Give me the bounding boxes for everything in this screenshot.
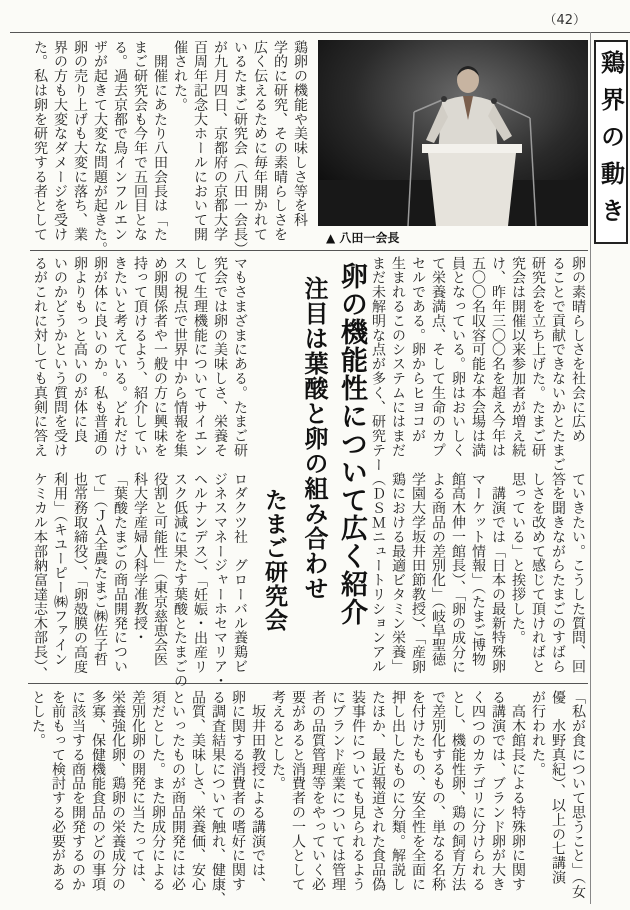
text-column: るがこれに対しても真剣に答え — [32, 256, 48, 458]
text-column: 要があると消費者の一人として — [290, 690, 306, 892]
headline-line-2: 注目は葉酸と卵の組み合わせ — [300, 276, 328, 601]
text-column: まご研究会も今年で五回目とな — [132, 40, 148, 242]
text-column: る。過去京都で鳥インフルエン — [112, 40, 128, 242]
page-number: （42） — [543, 13, 586, 28]
headline-organization: たまご研究会 — [261, 488, 287, 632]
text-column: 卵の素晴らしさを社会に広め — [570, 256, 586, 444]
text-column: で差別化するもの、単なる名称 — [430, 690, 446, 892]
text-column: ジネスマネージャーホセマリア・ — [212, 472, 228, 688]
photo-caption: ▲ 八田一会長 — [326, 231, 400, 245]
text-column: を前もって検討する必要がある — [50, 690, 66, 892]
text-column: 鶏における最適ビタミン栄養」 — [390, 472, 406, 674]
text-column: 答を聞きながらたまごのすばら — [550, 472, 566, 674]
text-column: く四つのカテゴリに分けられる — [470, 690, 486, 892]
text-column: を付けたもの、安全性を全面に — [410, 690, 426, 892]
text-column: まだ未解明な点が多く、研究テー — [370, 256, 386, 472]
text-column: た。私は卵を研究する者として — [32, 40, 48, 242]
text-column: とした。 — [30, 690, 46, 748]
text-column: ザが起きて大変な問題が起きた。 — [92, 40, 108, 256]
text-column: 坂井田教授による講演では、 — [250, 690, 266, 892]
text-column: スの視点で世界中から情報を集 — [172, 256, 188, 458]
text-column: 押し出したものに分類。解説し — [390, 690, 406, 892]
text-column: いるたまご研究会（八田一会長） — [232, 40, 248, 256]
text-column: 界の方も大変なダメージを受け — [52, 40, 68, 242]
text-column: 員となっている。卵はおいしく — [450, 256, 466, 458]
text-column: いのかどうかという質問を受け — [52, 256, 68, 458]
text-column: 優 水野真紀）、以上の七講演 — [550, 690, 566, 885]
text-column: 差別化卵の開発に当たっては、 — [130, 690, 146, 892]
text-column: る調査結果について触れ、健康、 — [210, 690, 226, 906]
text-column: 考えるとした。 — [270, 690, 286, 791]
text-column: 者の品質管理等をやっていく必 — [310, 690, 326, 892]
text-column: 生まれるこのシステムにはまだ — [390, 256, 406, 458]
text-column: 百周年記念大ホールにおいて開 — [192, 40, 208, 242]
text-column: しさを改めて感じて頂ければと — [530, 472, 546, 674]
section-label: 鶏界の動き — [596, 49, 625, 235]
text-column: 鶏卵の機能や美味しさ等を科 — [292, 40, 308, 228]
text-column: マーケット情報」（たまご博物 — [470, 472, 486, 667]
text-column: る講演では、ブランド卵が大き — [490, 690, 506, 892]
article-tier-4 — [28, 690, 588, 906]
photo — [318, 40, 588, 226]
text-column: に該当する商品を開発するのか — [70, 690, 86, 892]
text-column: て栄養満点、そして生命のカプ — [430, 256, 446, 458]
text-column: ヘルナンデス）、「妊娠・出産リ — [192, 472, 208, 674]
microphone-left — [441, 96, 447, 102]
text-column: て」（ＪＡ全農たまご㈱佐子哲 — [92, 472, 108, 667]
text-column: マもさまざまにある。たまご研 — [232, 256, 248, 458]
microphone-right — [491, 98, 497, 104]
lectern — [422, 144, 522, 226]
article-tier-2-right — [368, 256, 588, 472]
text-column: 開催にあたり八田会長は「た — [152, 40, 168, 242]
text-column: 五〇〇名収容可能な本会場は満 — [470, 256, 486, 458]
text-column: 高木館長による特殊卵に関す — [510, 690, 526, 892]
article-tier-1 — [30, 40, 310, 256]
text-column: 学的に研究、その素晴らしさを — [272, 40, 288, 242]
text-column: 持って頂けるよう、紹介してい — [132, 256, 148, 458]
text-column: （ＤＳＭニュートリションアル — [370, 472, 386, 674]
text-column: 講演では「日本の最新特殊卵 — [490, 472, 506, 674]
text-column: ていきたい。こうした質問、回 — [570, 472, 586, 674]
text-column: 卵が体に良いのか。私も普通の — [92, 256, 108, 458]
text-column: が行われた。 — [530, 690, 546, 777]
text-column: 品質、美味しさ、栄養価、安心 — [190, 690, 206, 892]
text-column: 究会では卵の美味しさ、栄養そ — [212, 256, 228, 458]
text-column: め卵関係者や一般の方に興味を — [152, 256, 168, 458]
text-column: スク低減に果たす葉酸とたまごの — [172, 472, 188, 688]
text-column: 学園大学坂井田節教授）、「産卵 — [410, 472, 426, 674]
text-column: 役割と可能性」（東京慈恵会医 — [152, 472, 168, 667]
text-column: よる商品の差別化」（岐阜聖徳 — [430, 472, 446, 667]
lectern-top — [422, 144, 522, 153]
text-column: とし、機能性卵、鶏の飼育方法 — [450, 690, 466, 892]
text-column: が九月四日、京都府の京都大学 — [212, 40, 228, 242]
text-column: 「葉酸たまごの商品開発につい — [112, 472, 128, 674]
text-column: 催された。 — [172, 40, 188, 112]
text-column: 広く伝えるために毎年開かれて — [252, 40, 268, 242]
text-column: ロダクツ社 グローバル養鶏ビ — [232, 472, 248, 674]
headline-line-1: 卵の機能性について広く紹介 — [336, 262, 367, 626]
text-column: 究会は開催以来参加者が増え続 — [510, 256, 526, 458]
text-column: セルである。卵からヒヨコが — [410, 256, 426, 444]
article-tier-2-left — [30, 256, 250, 460]
text-column: たほか、最近報道された食品偽 — [370, 690, 386, 892]
text-column: 「私が食について思うこと」（女 — [570, 690, 586, 899]
text-column: 館高木伸一館長）、「卵の成分に — [450, 472, 466, 674]
text-column: 栄養強化卵、鶏卵の栄養成分の — [110, 690, 126, 892]
header-rule — [10, 32, 630, 33]
text-column: 也常務取締役）、「卵殻膜の高度 — [72, 472, 88, 674]
text-column: 研究会を立ち上げた。たまご研 — [530, 256, 546, 458]
text-column: 思っている」と挨拶した。 — [510, 472, 526, 645]
article-tier-3-left — [30, 472, 250, 688]
lectern-body — [428, 153, 516, 226]
photo-image — [318, 40, 588, 226]
text-column: ケミカル本部納富達志木部長）、 — [32, 472, 48, 681]
tier-divider — [28, 683, 588, 684]
text-column: け、昨年三〇〇名を超え今年は — [490, 256, 506, 458]
text-column: 科大学産婦人科学准教授・ — [132, 472, 148, 645]
text-column: 卵に関する消費者の嗜好に関す — [230, 690, 246, 892]
text-column: にブランド産業については管理 — [330, 690, 346, 892]
text-column: 多寡、保健機能食品のどの事項 — [90, 690, 106, 892]
article-tier-3-right — [368, 472, 588, 676]
text-column: 装事件についても見られるよう — [350, 690, 366, 892]
text-column: 利用」（キユーピー㈱ファイン — [52, 472, 68, 667]
tier-divider — [30, 250, 588, 251]
section-label-box — [594, 40, 628, 244]
text-column: きたいと考えている。どれだけ — [112, 256, 128, 458]
text-column: 須だとした。また卵成分による — [150, 690, 166, 892]
text-column: 卵よりもっと高いのが体に良 — [72, 256, 88, 444]
text-column: ることで貢献できないかとたまご — [550, 256, 566, 472]
text-column: 卵の売り上げも大変に落ち、業 — [72, 40, 88, 242]
text-column: して生理機能についてサイエン — [192, 256, 208, 458]
text-column: といったものが商品開発には必 — [170, 690, 186, 892]
column-rule — [590, 32, 591, 904]
